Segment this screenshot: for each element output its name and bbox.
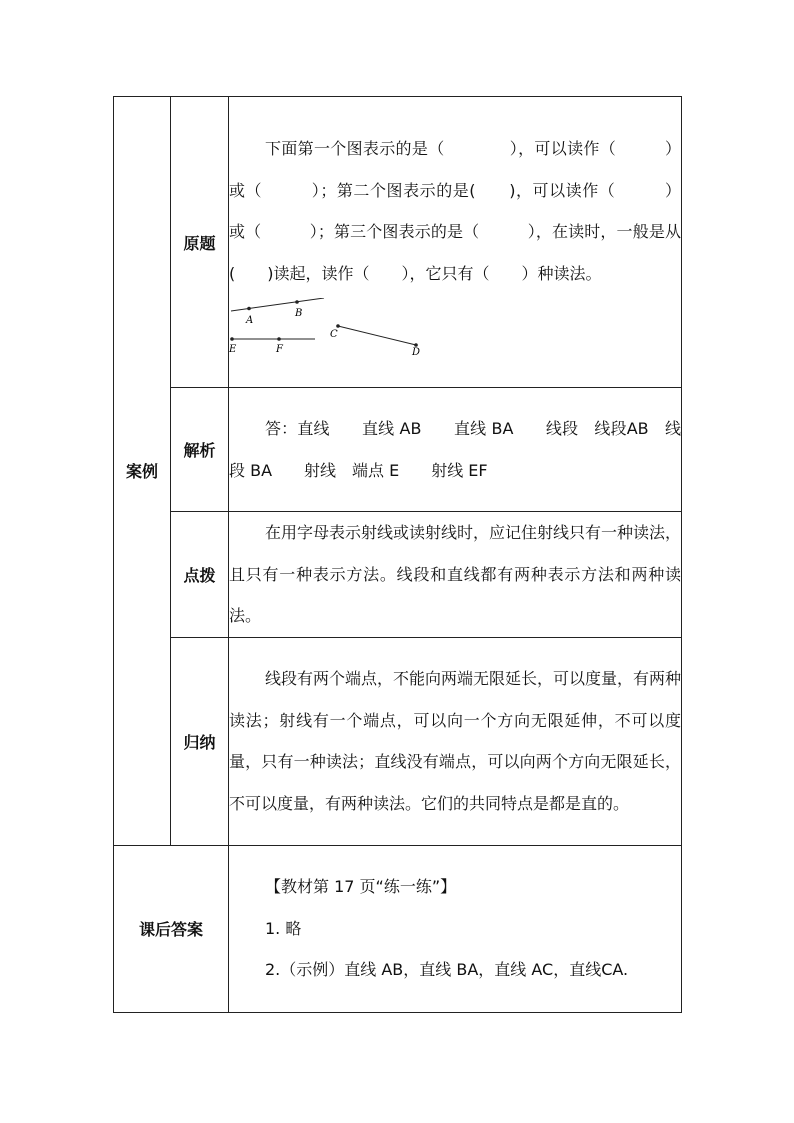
point-label-b: B — [295, 308, 303, 319]
tips-label: 点拨 — [171, 512, 229, 638]
original-question-cell — [229, 97, 682, 388]
answers-line-3: 2.（示例）直线 AB，直线 BA，直线 AC，直线CA. — [265, 960, 629, 980]
point-label-a: A — [246, 315, 254, 326]
after-class-answers-cell — [229, 845, 682, 1012]
line-diagram — [231, 298, 324, 326]
analysis-label: 解析 — [171, 388, 229, 512]
original-question-text: 下面第一个图表示的是（ ），可以读作（ ）或（ ）；第二个图表示的是( )，可以读作（ ）或（ ）；第三个图表示的是（ ），在读时，一般是从( )读起，读作（ ），它只有（ ）种读法。 — [229, 139, 681, 283]
tips-cell — [229, 512, 682, 638]
tips-text: 在用字母表示射线或读射线时，应记住射线只有一种读法，且只有一种表示方法。线段和直线都有两种表示方法和两种读法。 — [229, 523, 682, 625]
after-class-answers-label: 课后答案 — [114, 845, 229, 1012]
summary-label: 归纳 — [171, 637, 229, 845]
point-label-f: F — [276, 344, 283, 355]
ray-diagram — [229, 337, 315, 355]
summary-text: 线段有两个端点，不能向两端无限延长，可以度量，有两种读法；射线有一个端点，可以向一个方向无限延伸，不可以度量，只有一种读法；直线没有端点，可以向两个方向无限延长，不可以度量，有两种读法。它们的共同特点是都是直的。 — [229, 669, 682, 813]
original-question-label: 原题 — [171, 97, 229, 388]
point-label-d: D — [412, 347, 421, 356]
lesson-table — [113, 96, 682, 1013]
answers-line-1: 【教材第 17 页“练一练”】 — [265, 877, 457, 897]
analysis-cell — [229, 388, 682, 512]
case-label: 案例 — [114, 97, 171, 846]
answers-line-2: 1. 略 — [265, 918, 302, 938]
point-label-e: E — [229, 344, 237, 355]
analysis-text: 答：直线 直线 AB 直线 BA 线段 线段AB 线段 BA 射线 端点 E 射线 EF — [229, 419, 681, 480]
point-label-c: C — [330, 329, 338, 340]
summary-cell — [229, 637, 682, 845]
segment-diagram — [330, 324, 420, 356]
line-diagram-figure — [229, 298, 429, 356]
